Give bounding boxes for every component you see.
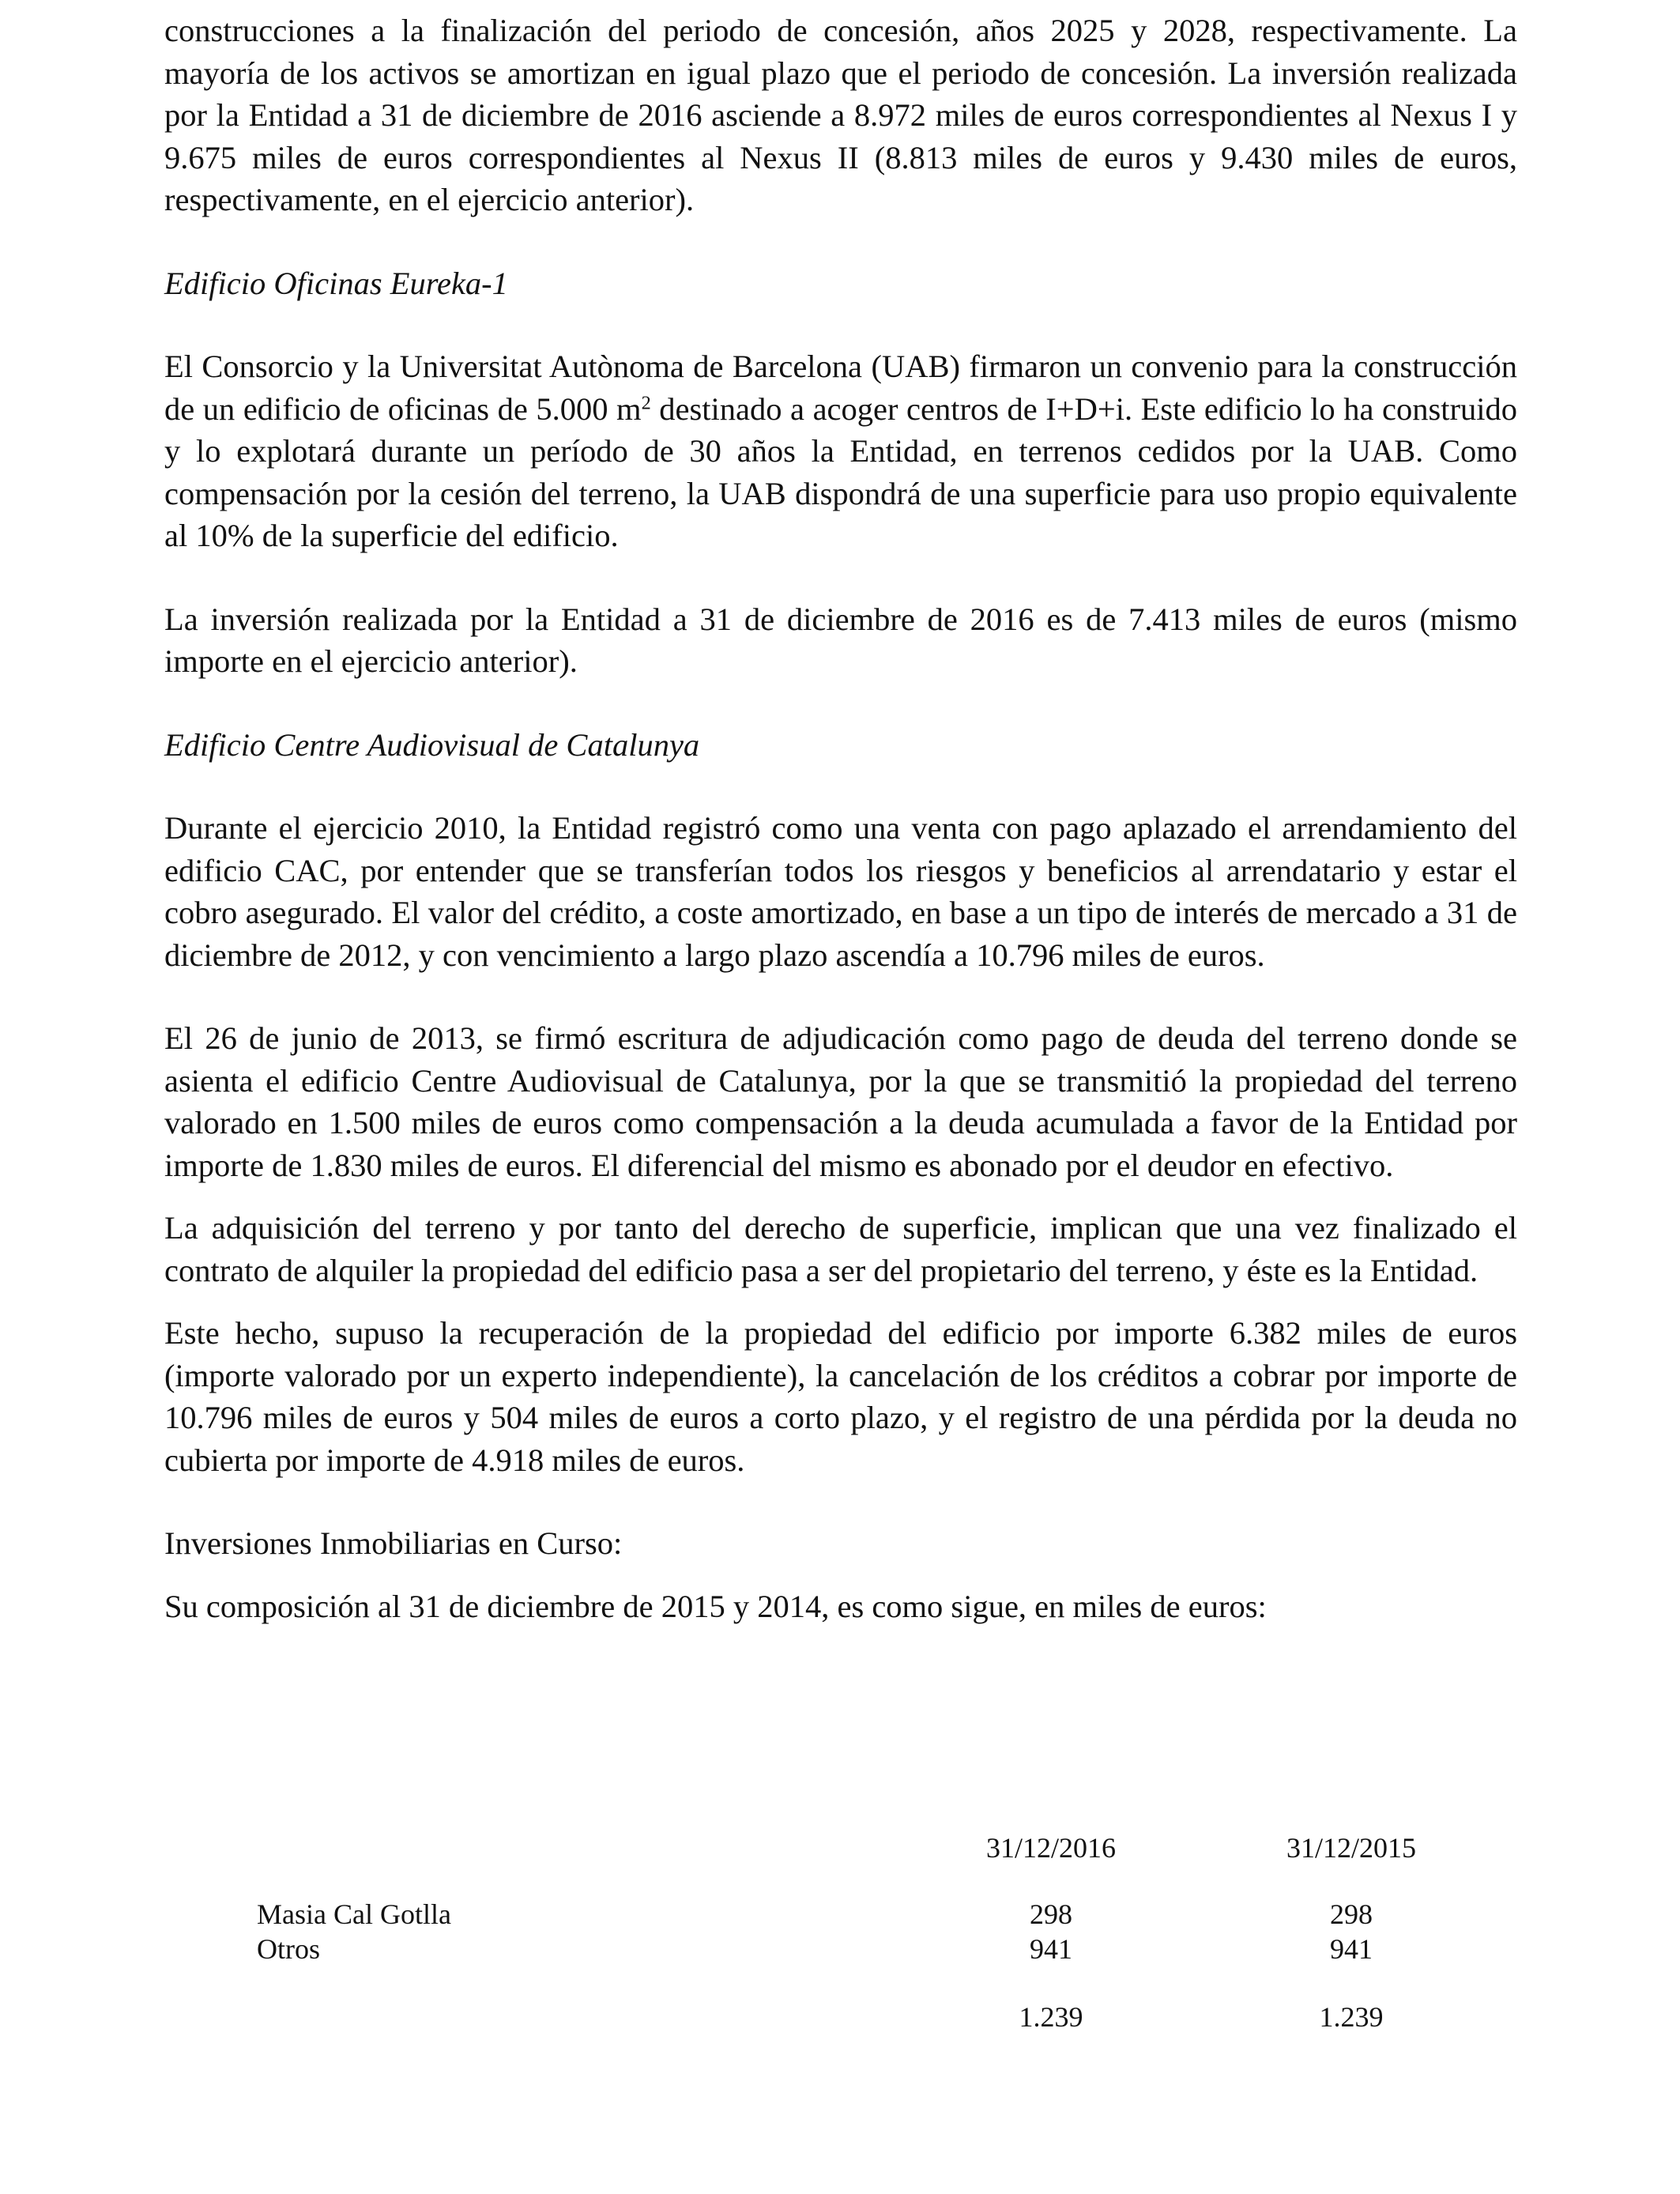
total-value-2016: 1.239 (1019, 2001, 1083, 2033)
row-value-2016: 298 (1030, 1898, 1072, 1930)
eureka-paragraph-1-part-a: El Consorcio y la Universitat Autònoma de Barcelona (UAB) firmaron un convenio para la construcción de un edificio de oficinas de 5.000 m (164, 349, 1517, 427)
column-header-2016: 31/12/2016 (985, 1832, 1116, 1864)
table-total-row (164, 2000, 1517, 2034)
inversiones-intro: Su composición al 31 de diciembre de 2015 y 2014, es como sigue, en miles de euros: (164, 1588, 1267, 1624)
cac-heading: Edificio Centre Audiovisual de Catalunya (164, 726, 700, 763)
row-value-2015: 941 (1330, 1933, 1373, 1965)
row-label: Otros (257, 1933, 320, 1965)
row-value-2016: 941 (1030, 1933, 1072, 1965)
row-value-2015: 298 (1330, 1898, 1373, 1930)
cac-paragraph-3: La adquisición del terreno y por tanto del derecho de superficie, implican que una vez finalizado el contrato de alquiler la propiedad del edificio pasa a ser del propietario del terreno, y éste es la Entidad. (164, 1210, 1517, 1288)
table-row (164, 1897, 1517, 1932)
table-header-row (164, 1830, 1517, 1865)
total-value-2015: 1.239 (1319, 2001, 1384, 2033)
superscript-2: 2 (641, 392, 651, 414)
intro-paragraph: construcciones a la finalización del periodo de concesión, años 2025 y 2028, respectivamente. La mayoría de los activos se amortizan en igual plazo que el periodo de concesión. La inversión realizada por la Entidad a 31 de diciembre de 2016 asciende a 8.972 miles de euros correspondientes al Nexus I y 9.675 miles de euros correspondientes al Nexus II (8.813 miles de euros y 9.430 miles de euros, respectivamente, en el ejercicio anterior). (164, 13, 1517, 217)
table-row (164, 1932, 1517, 1966)
eureka-paragraph-2: La inversión realizada por la Entidad a 31 de diciembre de 2016 es de 7.413 miles de euros (mismo importe en el ejercicio anterior). (164, 601, 1517, 679)
cac-paragraph-4: Este hecho, supuso la recuperación de la propiedad del edificio por importe 6.382 miles de euros (importe valorado por un experto independiente), la cancelación de los créditos a cobrar por importe de 10.796 miles de euros y 504 miles de euros a corto plazo, y el registro de una pérdida por la deuda no cubierta por importe de 4.918 miles de euros. (164, 1315, 1517, 1478)
cac-paragraph-1: Durante el ejercicio 2010, la Entidad registró como una venta con pago aplazado el arrendamiento del edificio CAC, por entender que se transferían todos los riesgos y beneficios al arrendatario y estar el cobro asegurado. El valor del crédito, a coste amortizado, en base a un tipo de interés de mercado a 31 de diciembre de 2012, y con vencimiento a largo plazo ascendía a 10.796 miles de euros. (164, 810, 1517, 973)
eureka-paragraph-1 (164, 345, 1517, 557)
row-label: Masia Cal Gotlla (257, 1898, 451, 1930)
eureka-heading: Edificio Oficinas Eureka-1 (164, 265, 508, 301)
eureka-paragraph-1-part-b: destinado a acoger centros de I+D+i. Este edificio lo ha construido y lo explotará durante un período de 30 años la Entidad, en terrenos cedidos por la UAB. Como compensación por la cesión del terreno, la UAB dispondrá de una superficie para uso propio equivalente al 10% de la superficie del edificio. (164, 390, 1517, 553)
cac-paragraph-2: El 26 de junio de 2013, se firmó escritura de adjudicación como pago de deuda del terreno donde se asienta el edificio Centre Audiovisual de Catalunya, por la que se transmitió la propiedad del terreno valorado en 1.500 miles de euros como compensación a la deuda acumulada a favor de la Entidad por importe de 1.830 miles de euros. El diferencial del mismo es abonado por el deudor en efectivo. (164, 1020, 1517, 1183)
document-page (164, 9, 1517, 1627)
inversiones-heading: Inversiones Inmobiliarias en Curso: (164, 1525, 623, 1561)
inversiones-table (164, 1830, 1517, 2034)
column-header-2015: 31/12/2015 (1286, 1832, 1416, 1864)
